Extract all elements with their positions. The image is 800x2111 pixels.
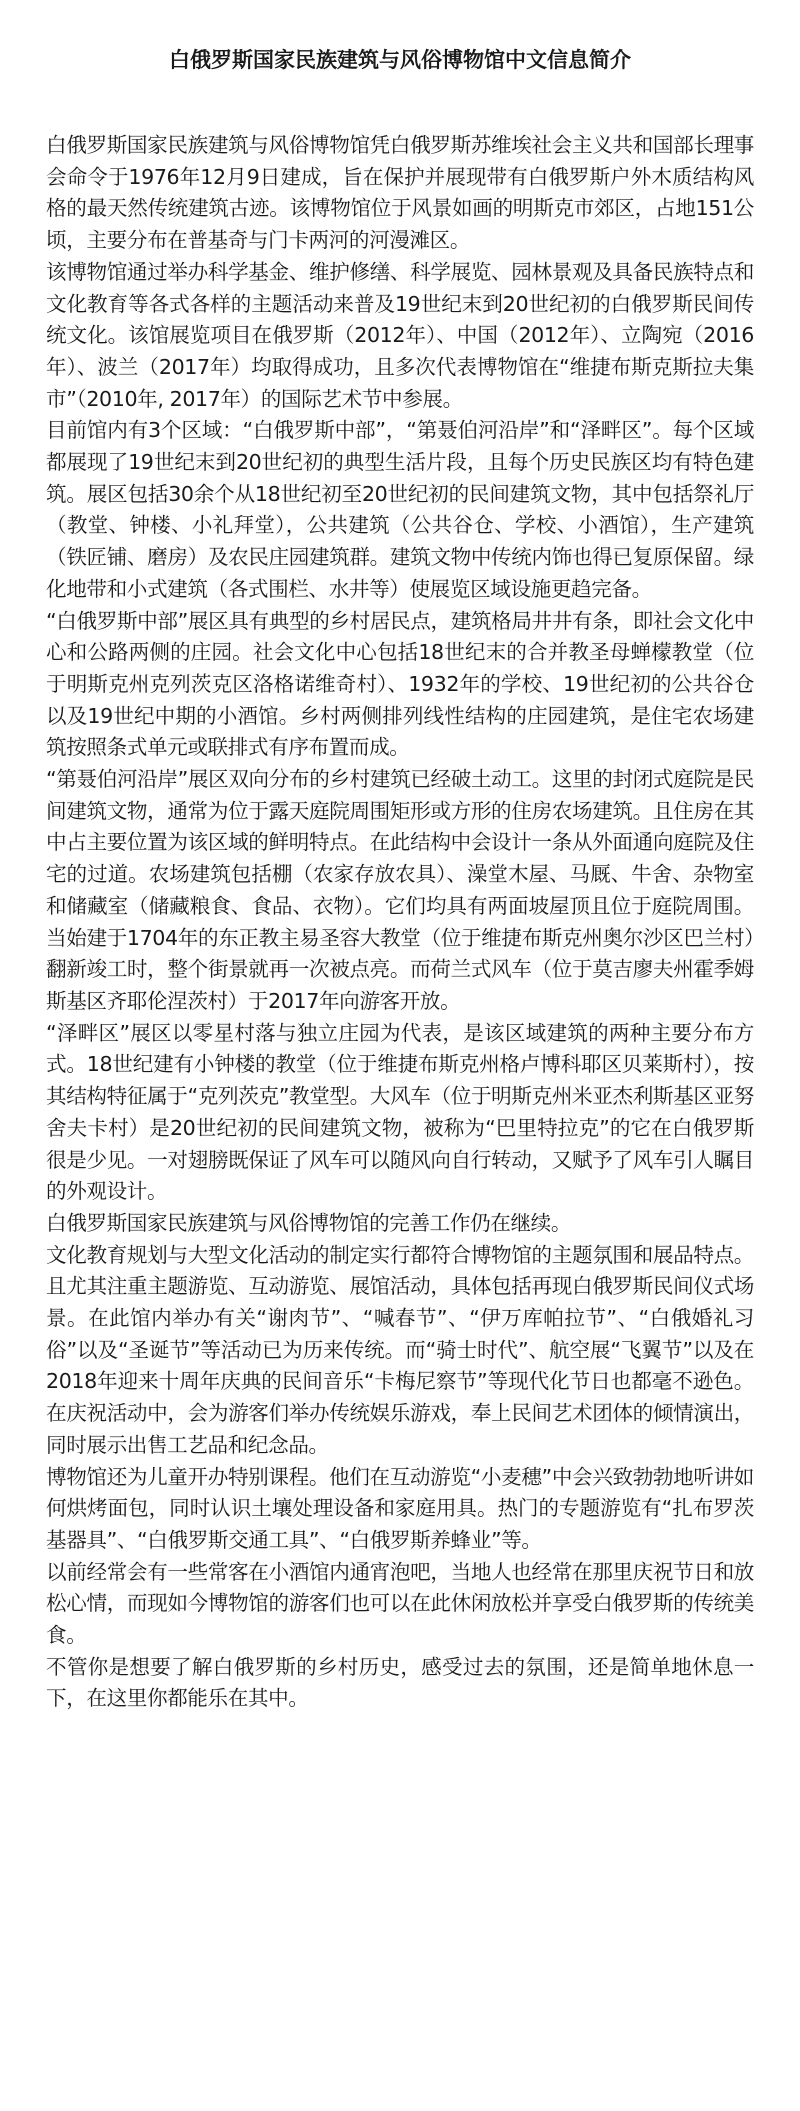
paragraph-tavern: 以前经常会有一些常客在小酒馆内通宵泡吧，当地人也经常在那里庆祝节日和放松心情，而现如今博物馆的游客们也可以在此休闲放松并享受白俄罗斯的传统美食。 [46,1559,754,1648]
paragraph-activities: 该博物馆通过举办科学基金、维护修缮、科学展览、园林景观及具备民族特点和文化教育等各式各样的主题活动来普及19世纪末到20世纪初的白俄罗斯民间传统文化。该馆展览项目在俄罗斯（2012年）、中国（2012年）、立陶宛（2016年）、波兰（2017年）均取得成功，且多次代表博物馆在“维捷布斯克斯拉夫集市”（2010年, 2017年）的国际艺术节中参展。 [46,259,754,411]
paragraph-founding: 白俄罗斯国家民族建筑与风俗博物馆凭白俄罗斯苏维埃社会主义共和国部长理事会命令于1976年12月9日建成，旨在保护并展现带有白俄罗斯户外木质结构风格的最天然传统建筑古迹。该博物馆位于风景如画的明斯克市郊区，占地151公顷，主要分布在普基奇与门卡两河的河漫滩区。 [46,133,754,253]
paragraph-closing: 不管你是想要了解白俄罗斯的乡村历史，感受过去的氛围，还是简单地休息一下，在这里你都能乐在其中。 [46,1654,754,1711]
paragraph-lakeland: “泽畔区”展区以零星村落与独立庄园为代表，是该区域建筑的两种主要分布方式。18世纪建有小钟楼的教堂（位于维捷布斯克州格卢博科耶区贝莱斯村），按其结构特征属于“克列茨克”教堂型。大风车（位于明斯克州米亚杰利斯基区亚努舍夫卡村）是20世纪初的民间建筑文物，被称为“巴里特拉克”的它在白俄罗斯很是少见。一对翅膀既保证了风车可以随风向自行转动，又赋予了风车引人瞩目的外观设计。 [46,1020,754,1204]
document-title: 白俄罗斯国家民族建筑与风俗博物馆中文信息简介 [169,48,631,72]
document-body [46,130,754,1715]
paragraph-dnieper: “第聂伯河沿岸”展区双向分布的乡村建筑已经破土动工。这里的封闭式庭院是民间建筑文物，通常为位于露天庭院周围矩形或方形的住房农场建筑。且住房在其中占主要位置为该区域的鲜明特点。在此结构中会设计一条从外面通向庭院及住宅的过道。农场建筑包括棚（农家存放农具）、澡堂木屋、马厩、牛舍、杂物室和储藏室（储藏粮食、食品、衣物）。它们均具有两面坡屋顶且位于庭院周围。当始建于1704年的东正教主易圣容大教堂（位于维捷布斯克州奥尔沙区巴兰村）翻新竣工时，整个街景就再一次被点亮。而荷兰式风车（位于莫吉廖夫州霍季姆斯基区齐耶伦涅茨村）于2017年向游客开放。 [46,767,754,1013]
paragraph-events: 文化教育规划与大型文化活动的制定实行都符合博物馆的主题氛围和展品特点。且尤其注重主题游览、互动游览、展馆活动，具体包括再现白俄罗斯民间仪式场景。在此馆内举办有关“谢肉节”、“喊春节”、“伊万库帕拉节”、“白俄婚礼习俗”以及“圣诞节”等活动已为历来传统。而“骑士时代”、航空展“飞翼节”以及在2018年迎来十周年庆典的民间音乐“卡梅尼察节”等现代化节日也都毫不逊色。在庆祝活动中，会为游客们举办传统娱乐游戏，奉上民间艺术团体的倾情演出，同时展示出售工艺品和纪念品。 [46,1242,754,1457]
paragraph-children: 博物馆还为儿童开办特别课程。他们在互动游览“小麦穗”中会兴致勃勃地听讲如何烘烤面包，同时认识土壤处理设备和家庭用具。热门的专题游览有“扎布罗茨基器具”、“白俄罗斯交通工具”、“白俄罗斯养蜂业”等。 [46,1464,754,1552]
paragraph-areas: 目前馆内有3个区域：“白俄罗斯中部”，“第聂伯河沿岸”和“泽畔区”。每个区域都展现了19世纪末到20世纪初的典型生活片段，且每个历史民族区均有特色建筑。展区包括30余个从18世纪初至20世纪初的民间建筑文物，其中包括祭礼厅（教堂、钟楼、小礼拜堂），公共建筑（公共谷仓、学校、小酒馆），生产建筑（铁匠铺、磨房）及农民庄园建筑群。建筑文物中传统内饰也得已复原保留。绿化地带和小式建筑（各式围栏、水井等）使展览区域设施更趋完备。 [46,418,754,601]
paragraph-central-belarus: “白俄罗斯中部”展区具有典型的乡村居民点，建筑格局井井有条，即社会文化中心和公路两侧的庄园。社会文化中心包括18世纪末的合并教圣母蝉檬教堂（位于明斯克州克列茨克区洛格诺维奇村）、1932年的学校、19世纪初的公共谷仓以及19世纪中期的小酒馆。乡村两侧排列线性结构的庄园建筑，是住宅农场建筑按照条式单元或联排式有序布置而成。 [46,608,754,760]
paragraph-ongoing-work: 白俄罗斯国家民族建筑与风俗博物馆的完善工作仍在继续。 [46,1210,572,1235]
